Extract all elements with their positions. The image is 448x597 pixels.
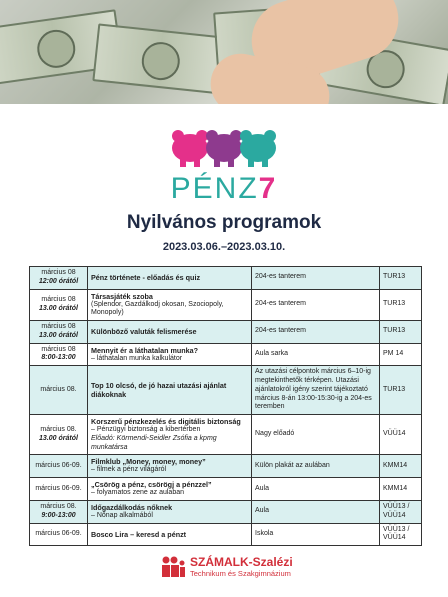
event-date: március 08 (41, 296, 76, 303)
program-title: Társasjáték szoba (91, 291, 153, 301)
program-subtitle: – láthatalan munka kalkulátor (91, 354, 183, 362)
logo-number: 7 (258, 172, 278, 205)
program-subtitle: – filmek a pénz világáról (91, 466, 167, 474)
event-time: 13.00 órától (39, 331, 78, 339)
program-cell (88, 523, 252, 546)
program-cell (88, 321, 252, 344)
program-table (29, 266, 422, 546)
program-cell (88, 500, 252, 523)
program-subtitle: – Nőnap alkalmából (91, 511, 153, 519)
program-cell (88, 343, 252, 366)
event-time: 8:00-13:00 (41, 354, 76, 362)
program-cell (88, 415, 252, 455)
hero-photo-money (0, 0, 448, 104)
event-date: március 08 (41, 345, 76, 353)
program-subtitle: (Splendor, Gazdálkodj okosan, Szociopoly, Monopoly) (91, 300, 224, 317)
organizer-code-cell: PM 14 (380, 343, 422, 366)
event-time: 12:00 órától (38, 277, 79, 285)
program-title: Top 10 olcsó, de jó hazai utazási ajánlat diákoknak (91, 381, 227, 400)
program-presenter: Előadó: Körmendi-Seidler Zsófia a kpmg munkatársa (91, 434, 217, 451)
date-cell (30, 267, 88, 290)
event-date: március 06-09. (35, 461, 82, 469)
event-date: március 08 (41, 323, 76, 330)
program-cell (88, 478, 252, 501)
table-row (30, 415, 422, 455)
page-title: Nyilvános programok (126, 212, 322, 233)
program-title: Mennyit ér a láthatalan munka? (91, 345, 199, 355)
program-subtitle: – folyamatos zene az aulaban (91, 489, 185, 496)
date-cell (30, 366, 88, 415)
table-row (30, 523, 422, 546)
event-date: március 06-09. (35, 484, 82, 492)
date-cell (30, 500, 88, 523)
event-date: március 08. (40, 502, 77, 510)
location-cell: 204-es tanterem (252, 321, 380, 344)
logo-text: PÉNZ (170, 172, 259, 205)
date-cell (30, 343, 88, 366)
program-cell (88, 455, 252, 478)
location-cell: Külön plakát az aulában (252, 455, 380, 478)
program-cell (88, 366, 252, 415)
event-logo-wordmark (0, 172, 448, 206)
event-date: március 08. (40, 425, 77, 433)
program-cell (88, 267, 252, 290)
location-cell: Az utazási célpontok március 6–10-ig megtekinthetők térképen. Utazási ajánlatokról igény szerint tájékoztató március 8-án 13:00-15:30-ig a 204-es teremben (252, 366, 380, 415)
location-cell: 204-es tanterem (252, 267, 380, 290)
footer-school-logo (160, 553, 320, 583)
organizer-code-cell: KMM14 (380, 455, 422, 478)
program-title: Korszerű pénzkezelés és digitális biztonság (91, 417, 241, 426)
program-cell (88, 289, 252, 321)
event-time: 13.00 órától (39, 304, 78, 312)
program-title: Filmklub „Money, money, money” (91, 457, 206, 467)
table-row (30, 478, 422, 501)
piggy-bank-logo-icon (168, 122, 280, 174)
program-title: Bosco Lira – keresd a pénzt (91, 529, 187, 539)
table-row (30, 267, 422, 290)
table-row (30, 343, 422, 366)
organizer-code-cell: VÜÜ14 (380, 415, 422, 455)
location-cell: Aula (252, 500, 380, 523)
date-cell (30, 289, 88, 321)
table-row (30, 366, 422, 415)
location-cell: 204-es tanterem (252, 289, 380, 321)
organizer-code-cell: TUR13 (380, 366, 422, 415)
organizer-code-cell: TUR13 (380, 267, 422, 290)
program-subtitle: – Pénzügyi biztonság a kibertérben (91, 426, 201, 433)
event-date: március 08 (41, 269, 76, 276)
date-cell (30, 523, 88, 546)
date-range: 2023.03.06.–2023.03.10. (162, 241, 286, 253)
location-cell: Aula (252, 478, 380, 501)
table-row (30, 455, 422, 478)
school-name: SZÁMALK-Szalézi (190, 555, 293, 569)
table-row (30, 321, 422, 344)
location-cell: Iskola (252, 523, 380, 546)
program-title: Különböző valuták felismerése (91, 327, 197, 337)
program-title: Pénz története - előadás és quiz (91, 273, 201, 283)
table-row (30, 289, 422, 321)
date-cell (30, 415, 88, 455)
banknote-image (92, 23, 227, 94)
organizer-code-cell: TUR13 (380, 321, 422, 344)
organizer-code-cell: VÜÜ13 / VÜÜ14 (380, 500, 422, 523)
school-logo-icon (160, 555, 186, 579)
date-cell (30, 455, 88, 478)
program-title: Időgazdálkodás nőknek (91, 502, 173, 512)
program-title: „Csörög a pénz, csörögj a pénzzel” (91, 480, 212, 489)
event-date: március 06-09. (35, 529, 82, 537)
organizer-code-cell: KMM14 (380, 478, 422, 501)
date-cell (30, 478, 88, 501)
event-date: március 08. (40, 385, 77, 393)
location-cell: Nagy előadó (252, 415, 380, 455)
event-time: 9:00-13:00 (41, 511, 76, 519)
organizer-code-cell: TUR13 (380, 289, 422, 321)
table-row (30, 500, 422, 523)
date-cell (30, 321, 88, 344)
organizer-code-cell: VÜÜ13 / VÜÜ14 (380, 523, 422, 546)
event-time: 13.00 órától (39, 434, 78, 442)
school-subtitle: Technikum és Szakgimnázium (190, 569, 291, 578)
location-cell: Aula sarka (252, 343, 380, 366)
